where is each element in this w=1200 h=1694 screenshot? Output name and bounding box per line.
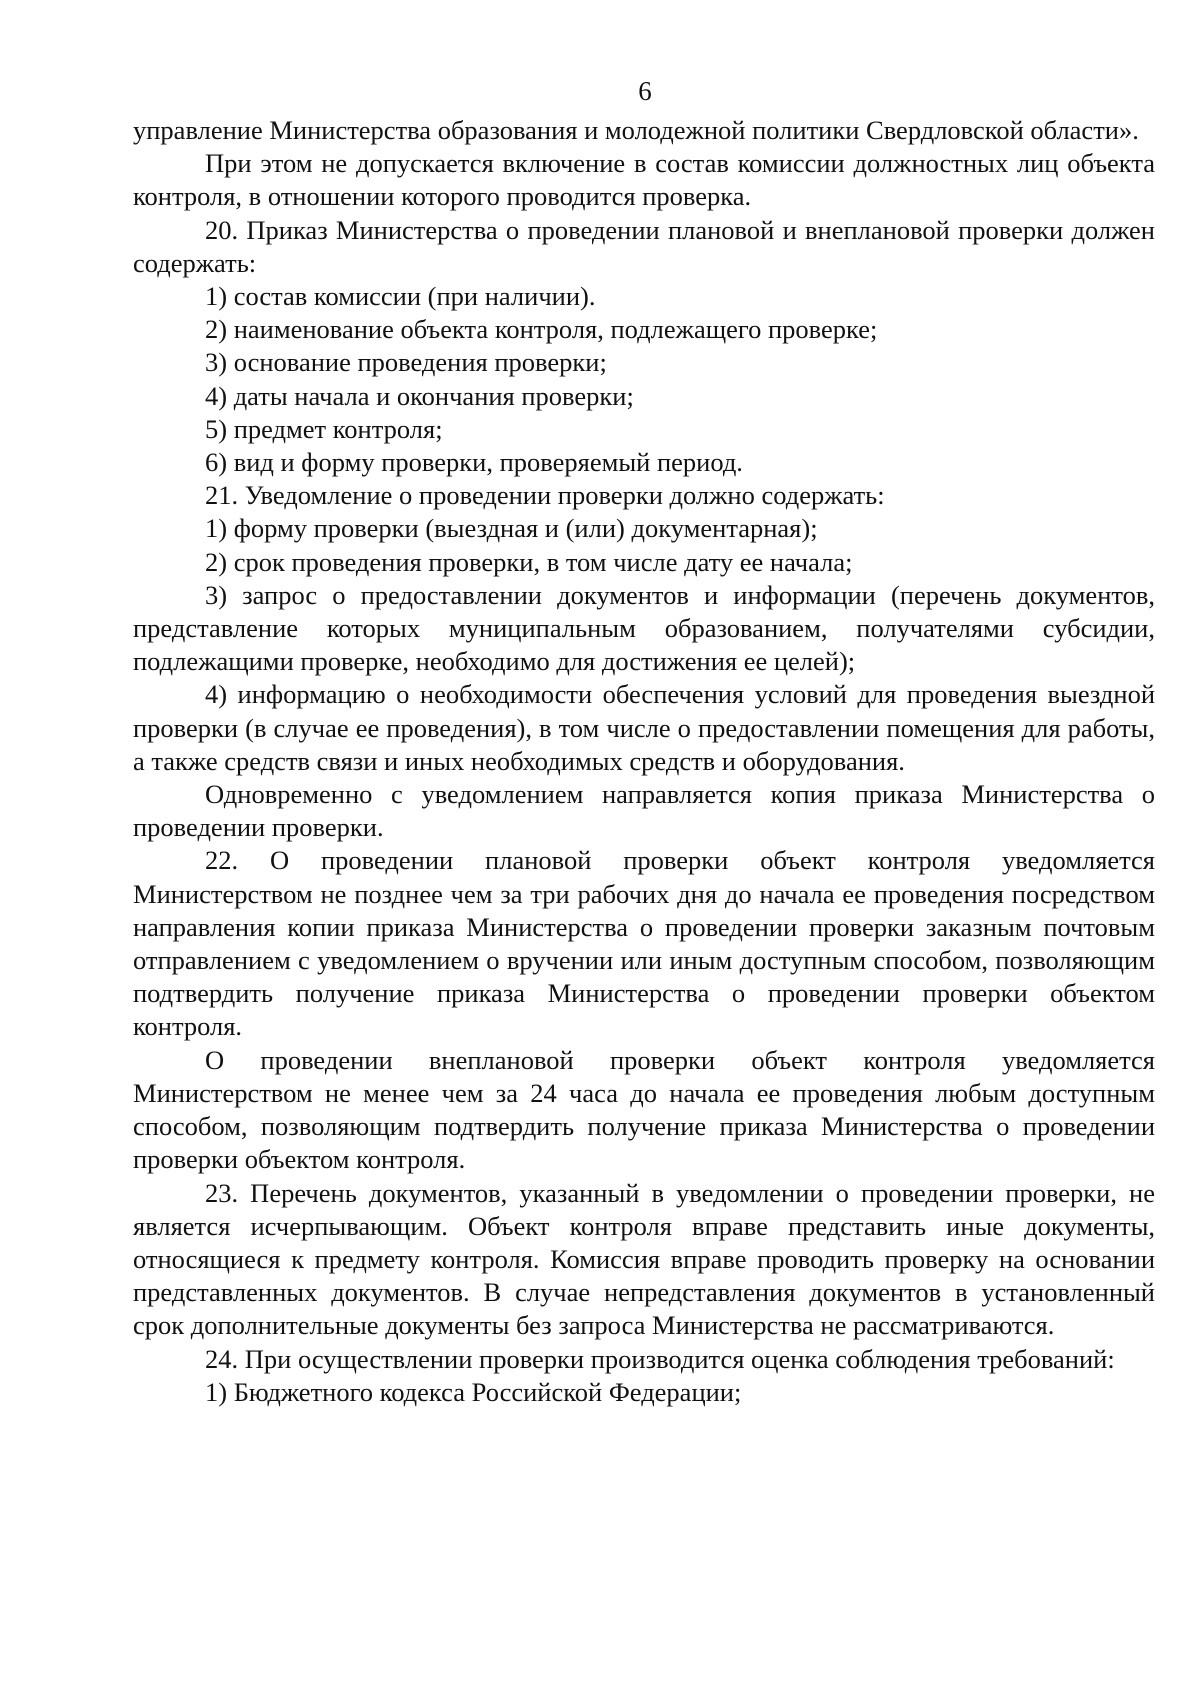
- paragraph-commission-note: При этом не допускается включение в состав комиссии должностных лиц объекта контроля, в отношении которого проводится проверка.: [133, 148, 1155, 212]
- list-item-20-5: 5) предмет контроля;: [205, 413, 443, 444]
- paragraph-copy-note: Одновременно с уведомлением направляется копия приказа Министерства о проведении проверки.: [133, 779, 1155, 843]
- list-item-20-1: 1) состав комиссии (при наличии).: [205, 281, 596, 312]
- list-item-20-6: 6) вид и форму проверки, проверяемый период.: [205, 447, 743, 478]
- paragraph-21: 21. Уведомление о проведении проверки должно содержать:: [205, 480, 885, 511]
- paragraph-22: 22. О проведении плановой проверки объект контроля уведомляется Министерством не позднее чем за три рабочих дня до начала ее проведения посредством направления копии приказа Министерства о проведении проверки заказным почтовым отправлением с уведомлением о вручении или иным доступным способом, позволяющим подтвердить получение приказа Министерства о проведении проверки объектом контроля.: [133, 845, 1155, 1042]
- list-item-20-4: 4) даты начала и окончания проверки;: [205, 380, 634, 411]
- paragraph-24: 24. При осуществлении проверки производится оценка соблюдения требований:: [205, 1343, 1115, 1374]
- paragraph-22-unplanned: О проведении внеплановой проверки объект контроля уведомляется Министерством не менее чем за 24 часа до начала ее проведения любым доступным способом, позволяющим подтвердить получение приказа Министерства о проведении проверки объектом контроля.: [133, 1044, 1155, 1175]
- paragraph-20: 20. Приказ Министерства о проведении плановой и внеплановой проверки должен содержать:: [133, 214, 1155, 278]
- list-item-21-4: 4) информацию о необходимости обеспечения условий для проведения выездной проверки (в случае ее проведения), в том числе о предоставлении помещения для работы, а также средств связи и иных необходимых средств и оборудования.: [133, 679, 1155, 776]
- paragraph-23: 23. Перечень документов, указанный в уведомлении о проведении проверки, не является исчерпывающим. Объект контроля вправе представить иные документы, относящиеся к предмету контроля. Комиссия вправе проводить проверку на основании представленных документов. В случае непредставления документов в установленный срок дополнительные документы без запроса Министерства не рассматриваются.: [133, 1177, 1155, 1341]
- list-item-20-2: 2) наименование объекта контроля, подлежащего проверке;: [205, 314, 878, 345]
- list-item-20-3: 3) основание проведения проверки;: [205, 347, 607, 378]
- document-body: [133, 114, 1155, 1409]
- list-item-24-1: 1) Бюджетного кодекса Российской Федерации;: [205, 1376, 742, 1407]
- paragraph-continuation: управление Министерства образования и молодежной политики Свердловской области».: [133, 115, 1139, 145]
- page-number: 6: [638, 76, 652, 106]
- list-item-21-1: 1) форму проверки (выездная и (или) документарная);: [205, 513, 818, 544]
- list-item-21-2: 2) срок проведения проверки, в том числе дату ее начала;: [205, 546, 853, 577]
- list-item-21-3: 3) запрос о предоставлении документов и информации (перечень документов, представление которых муниципальным образованием, получателями субсидии, подлежащими проверке, необходимо для достижения ее целей);: [133, 579, 1155, 677]
